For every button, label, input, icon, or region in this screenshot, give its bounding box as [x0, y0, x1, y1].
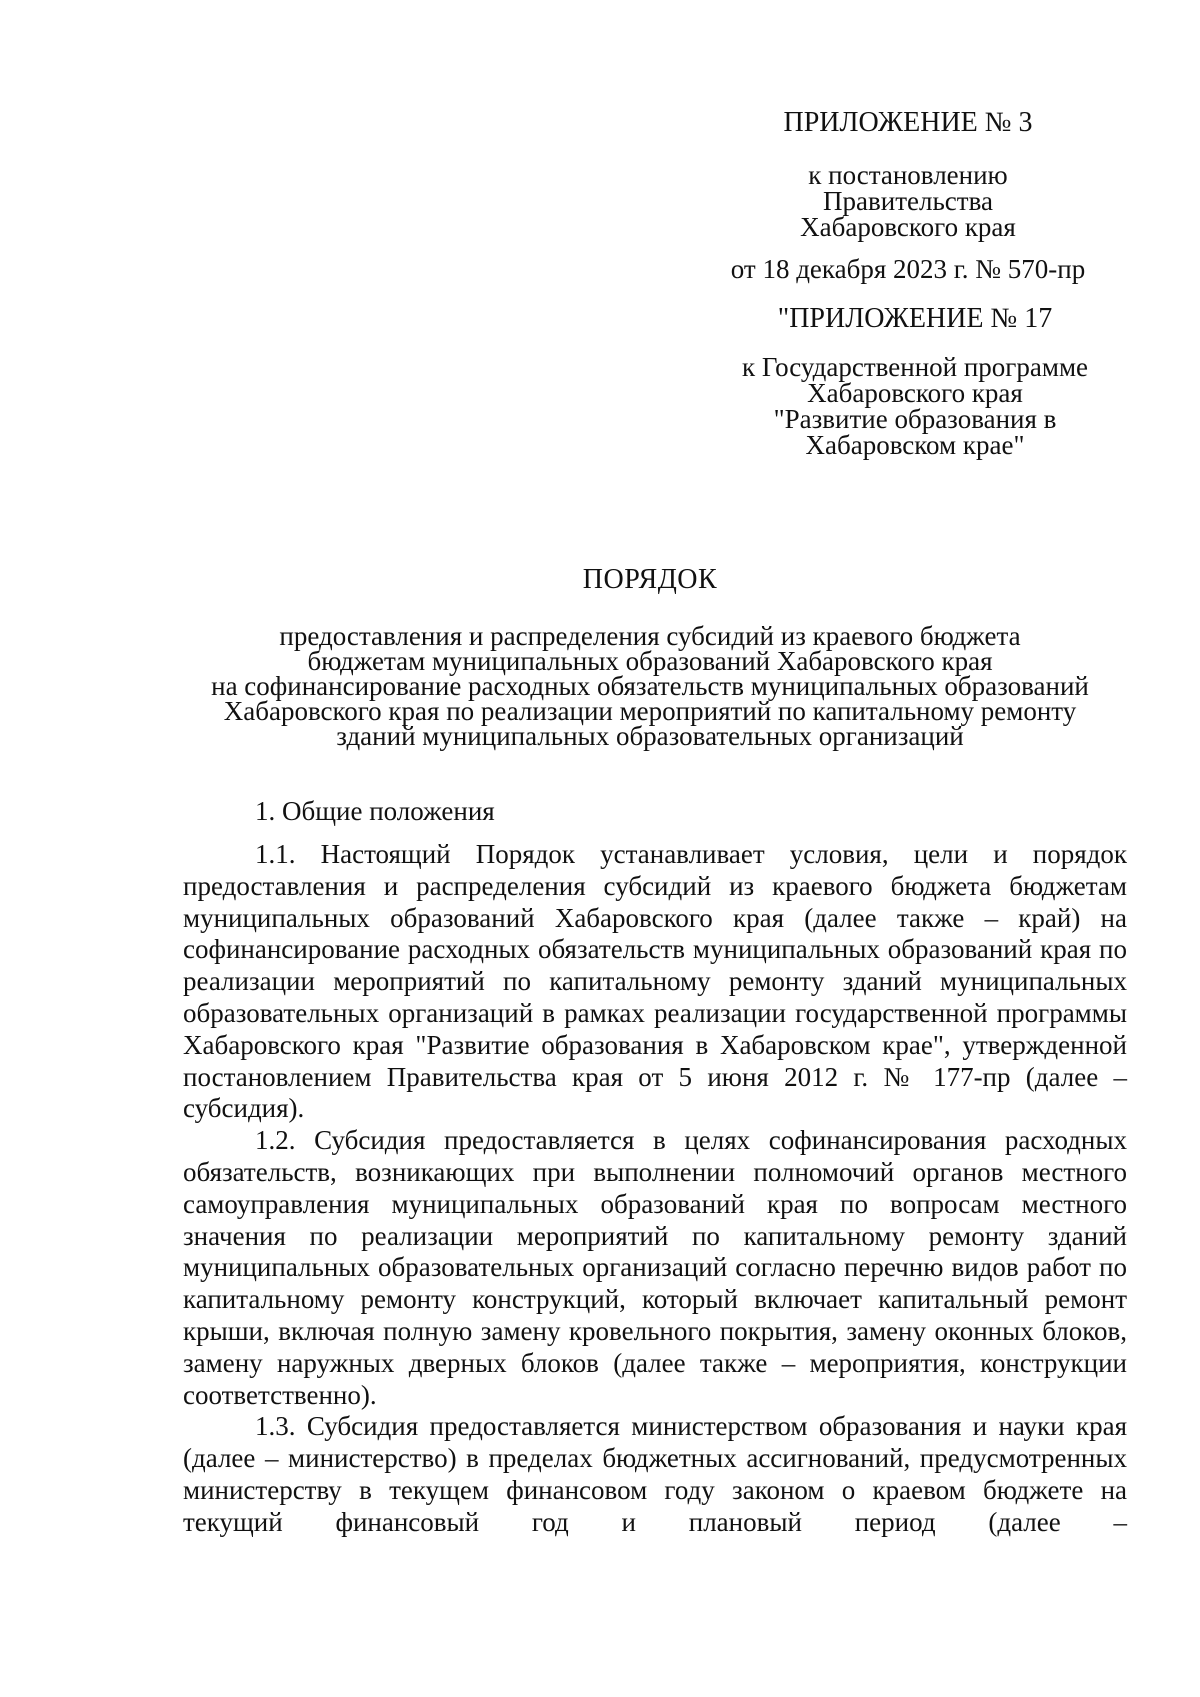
- appendix-3-line: Хабаровского края: [800, 212, 1016, 242]
- paragraph-1-3: 1.3. Субсидия предоставляется министерством образования и науки края (далее – министерство) в пределах бюджетных ассигнований, предусмотренных министерству в текущем финансовом году законом о краевом бюджете на текущий финансовый год и плановый период (далее –: [183, 1411, 1127, 1537]
- appendix-3-heading: ПРИЛОЖЕНИЕ № 3: [783, 107, 1033, 138]
- document-body: [183, 793, 1127, 1539]
- document-title-block: [140, 564, 1160, 749]
- appendix-17-line: "Развитие образования в: [773, 404, 1057, 434]
- subtitle-line: на софинансирование расходных обязательств муниципальных образований: [211, 671, 1089, 701]
- appendix-3-date: от 18 декабря 2023 г. № 570-пр: [730, 254, 1086, 284]
- appendix-17-line: Хабаровском крае": [805, 430, 1025, 460]
- appendix-3-line: Правительства: [823, 186, 993, 216]
- appendix-17-block: [740, 303, 1090, 460]
- section-heading: 1. Общие положения: [255, 796, 495, 826]
- subtitle-line: предоставления и распределения субсидий из краевого бюджета: [279, 621, 1021, 651]
- appendix-17-heading: "ПРИЛОЖЕНИЕ № 17: [777, 303, 1053, 334]
- appendix-3-block: [728, 107, 1088, 284]
- document-subtitle: [140, 621, 1160, 751]
- subtitle-line: Хабаровского края по реализации мероприятий по капитальному ремонту: [223, 696, 1077, 726]
- appendix-17-line: к Государственной программе: [741, 352, 1089, 382]
- appendix-3-line: к постановлению: [808, 160, 1008, 190]
- paragraph-1-2: 1.2. Субсидия предоставляется в целях софинансирования расходных обязательств, возникающих при выполнении полномочий органов местного самоуправления муниципальных образований края по вопросам местного значения по реализации мероприятий по капитальному ремонту зданий муниципальных образовательных организаций согласно перечню видов работ по капитальному ремонту конструкций, который включает капитальный ремонт крыши, включая полную замену кровельного покрытия, замену оконных блоков, замену наружных дверных блоков (далее также – мероприятия, конструкции соответственно).: [183, 1125, 1127, 1410]
- subtitle-line: бюджетам муниципальных образований Хабаровского края: [307, 646, 993, 676]
- subtitle-line: зданий муниципальных образовательных организаций: [336, 721, 964, 751]
- paragraph-1-1: 1.1. Настоящий Порядок устанавливает условия, цели и порядок предоставления и распределения субсидий из краевого бюджета бюджетам муниципальных образований Хабаровского края (далее также – край) на софинансирование расходных обязательств муниципальных образований края по реализации мероприятий по капитальному ремонту зданий муниципальных образовательных организаций в рамках реализации государственной программы Хабаровского края "Развитие образования в Хабаровском крае", утвержденной постановлением Правительства края от 5 июня 2012 г. № 177-пр (далее – субсидия).: [183, 839, 1127, 1124]
- document-title: ПОРЯДОК: [582, 564, 718, 595]
- appendix-17-line: Хабаровского края: [807, 378, 1023, 408]
